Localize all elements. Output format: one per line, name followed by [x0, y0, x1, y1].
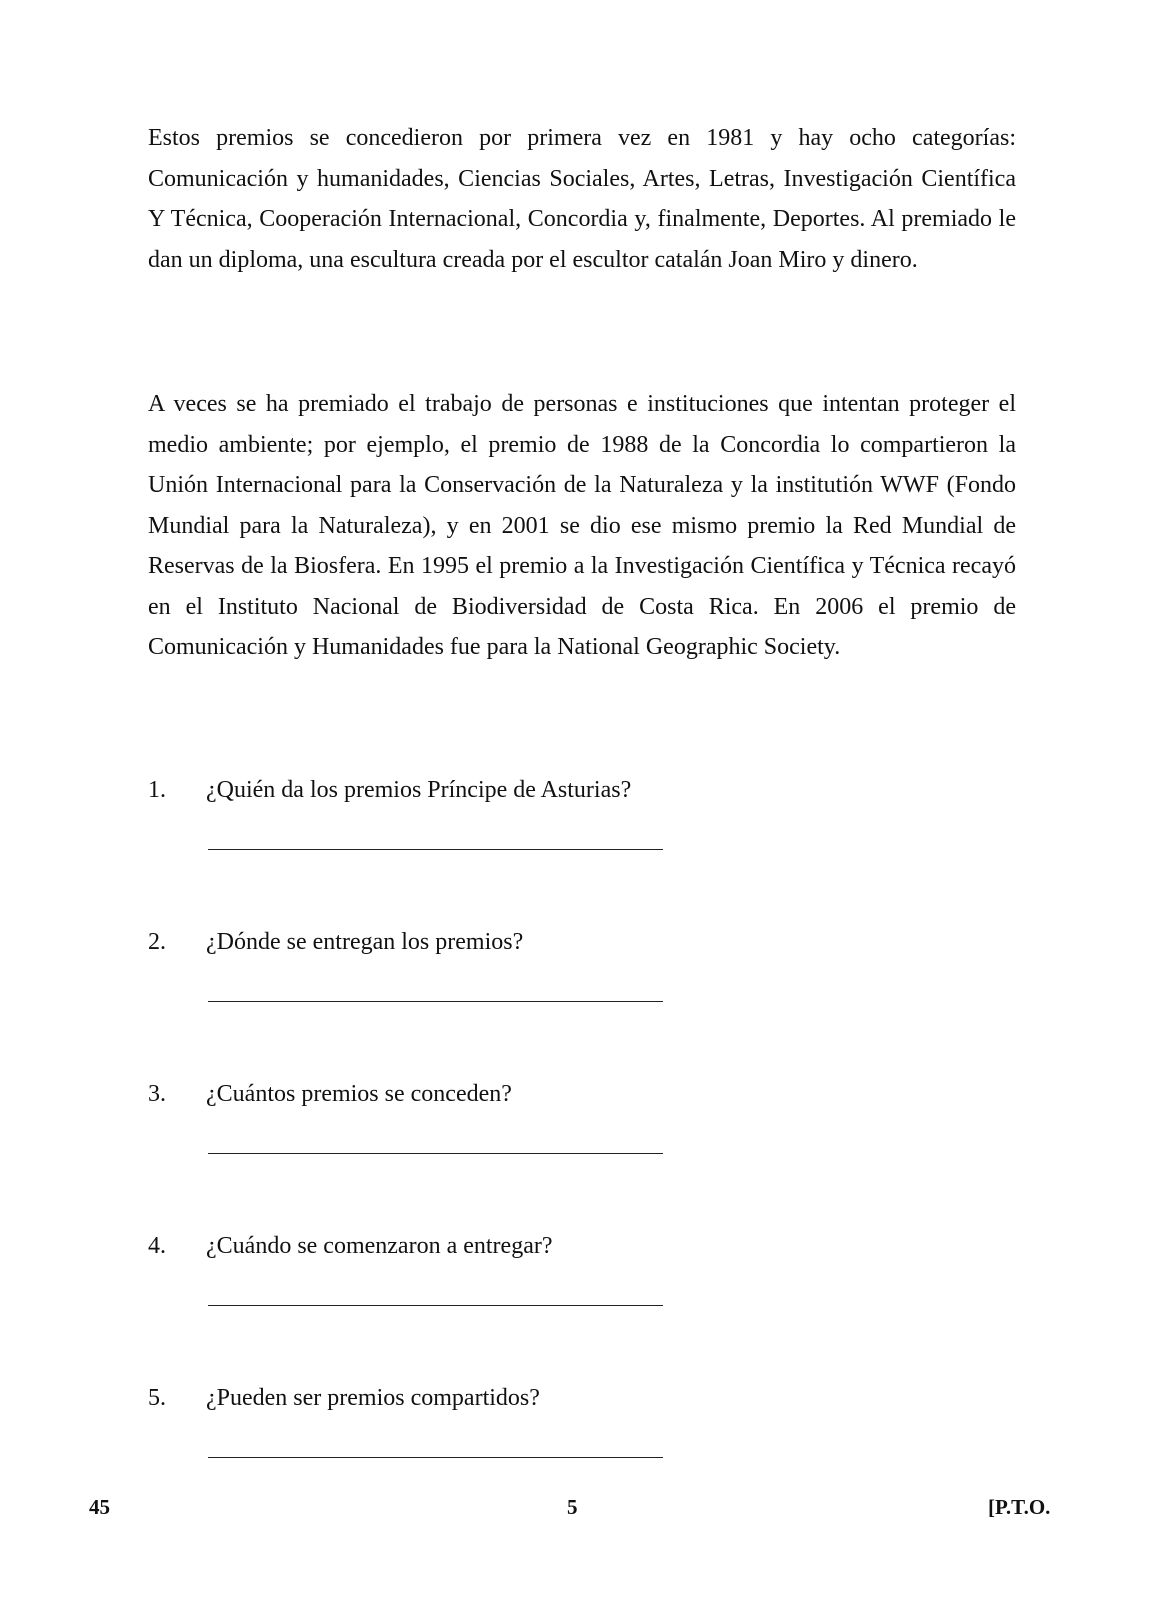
reading-paragraph-2: A veces se ha premiado el trabajo de personas e instituciones que intentan proteger el medio ambiente; por ejemplo, el premio de 1988 de la Concordia lo compartieron la Unión Internacional para la Conservación de la Naturaleza y la institutión WWF (Fondo Mundial para la Naturaleza), y en 2001 se dio ese mismo premio la Red Mundial de Reservas de la Biosfera. En 1995 el premio a la Investigación Científica y Técnica recayó en el Instituto Nacional de Biodiversidad de Costa Rica. En 2006 el premio de Comunicación y Humanidades fue para la National Geographic Society. — [148, 391, 1016, 660]
question-text: ¿Cuándo se comenzaron a entregar? — [206, 1233, 553, 1259]
question-number: 1. — [148, 777, 166, 803]
question-text: ¿Quién da los premios Príncipe de Asturias? — [206, 777, 632, 803]
answer-line[interactable] — [208, 1001, 663, 1002]
question-number: 2. — [148, 929, 166, 955]
answer-line[interactable] — [208, 1457, 663, 1458]
question-1 — [148, 774, 1016, 854]
footer-pto: [P.T.O. — [988, 1495, 1051, 1519]
question-text: ¿Dónde se entregan los premios? — [206, 929, 524, 955]
question-number: 4. — [148, 1233, 166, 1259]
question-number: 3. — [148, 1081, 166, 1107]
reading-paragraph-1: Estos premios se concedieron por primera vez en 1981 y hay ocho categorías: Comunicación y humanidades, Ciencias Sociales, Artes, Letras, Investigación Científica Y Técnica, Cooperación Internacional, Concordia y, finalmente, Deportes. Al premiado le dan un diploma, una escultura creada por el escultor catalán Joan Miro y dinero. — [148, 125, 1016, 273]
question-text: ¿Cuántos premios se conceden? — [206, 1081, 512, 1107]
question-5 — [148, 1382, 1016, 1462]
footer-page-number: 5 — [567, 1495, 578, 1519]
question-3 — [148, 1078, 1016, 1158]
question-text: ¿Pueden ser premios compartidos? — [206, 1385, 540, 1411]
question-4 — [148, 1230, 1016, 1310]
answer-line[interactable] — [208, 849, 663, 850]
question-number: 5. — [148, 1385, 166, 1411]
answer-line[interactable] — [208, 1305, 663, 1306]
answer-line[interactable] — [208, 1153, 663, 1154]
footer-paper-code: 45 — [89, 1495, 110, 1519]
question-2 — [148, 926, 1016, 1006]
